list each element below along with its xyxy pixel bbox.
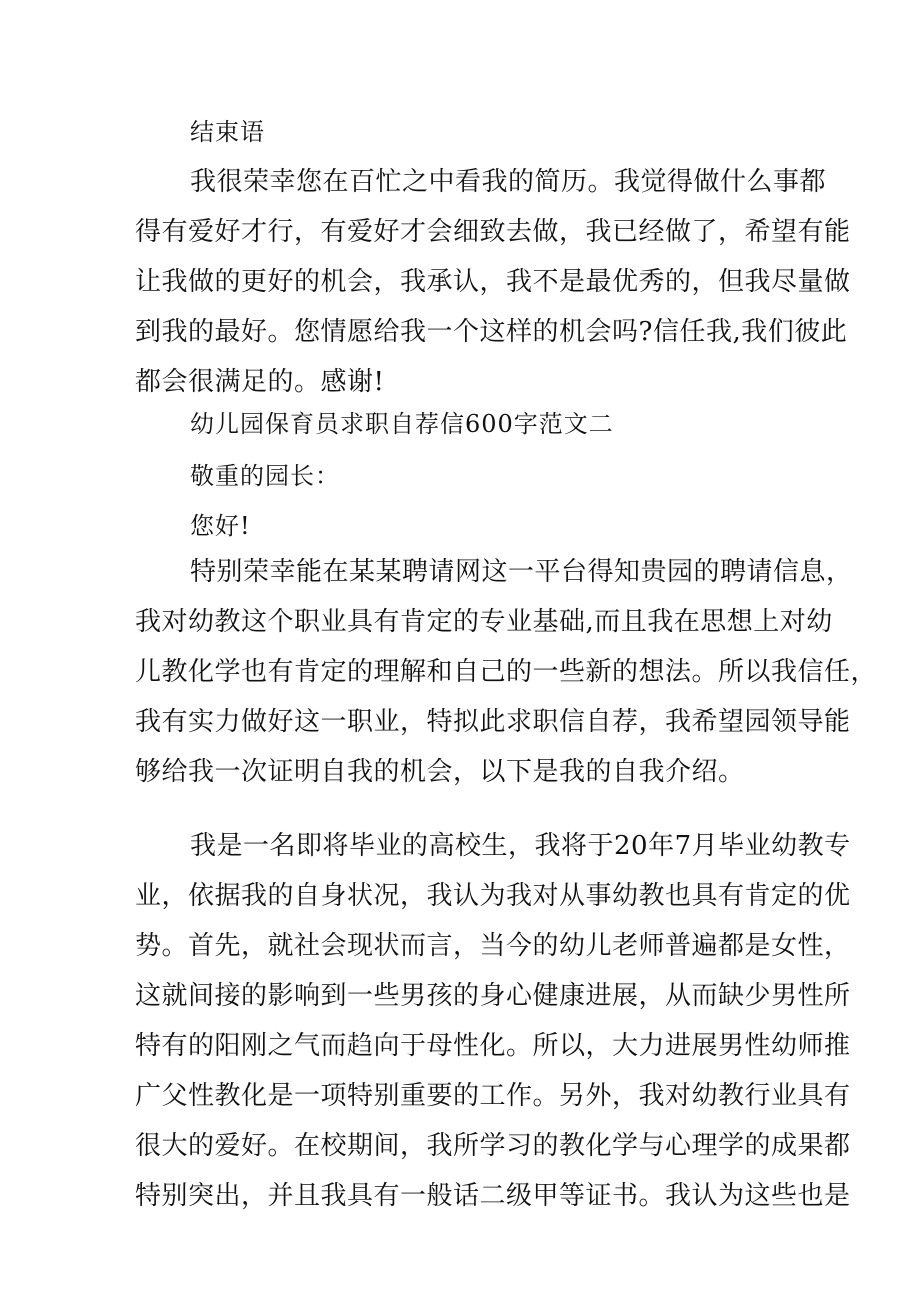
paragraph-line: 我有实力做好这一职业，特拟此求职信自荐，我希望园领导能 [135, 707, 851, 737]
paragraph-line: 势。首先，就社会现状而言，当今的幼儿老师普遍都是女性， [135, 931, 851, 961]
paragraph-line: 到我的最好。您情愿给我一个这样的机会吗?信任我,我们彼此 [135, 317, 848, 347]
paragraph-line: 够给我一次证明自我的机会，以下是我的自我介绍。 [135, 757, 745, 787]
paragraph-line: 广父性教化是一项特别重要的工作。另外，我对幼教行业具有 [135, 1081, 851, 1111]
salutation: 敬重的园长： [190, 462, 340, 490]
paragraph-line: 我很荣幸您在百忙之中看我的简历。我觉得做什么事都 [190, 167, 827, 197]
paragraph-line: 让我做的更好的机会，我承认，我不是最优秀的，但我尽量做 [135, 267, 851, 297]
paragraph-line: 特有的阳刚之气而趋向于母性化。所以，大力进展男性幼师推 [135, 1031, 851, 1061]
greeting: 您好! [190, 512, 251, 540]
paragraph-line: 都会很满足的。感谢! [135, 367, 385, 397]
paragraph-line: 我是一名即将毕业的高校生，我将于20年7月毕业幼教专 [190, 831, 851, 861]
paragraph-line: 特别荣幸能在某某聘请网这一平台得知贵园的聘请信息， [190, 557, 853, 587]
paragraph-line: 得有爱好才行，有爱好才会细致去做，我已经做了，希望有能 [135, 217, 851, 247]
closing-title: 结束语 [190, 118, 265, 146]
paragraph-line: 我对幼教这个职业具有肯定的专业基础,而且我在思想上对幼 [135, 607, 833, 637]
paragraph-line: 很大的爱好。在校期间，我所学习的教化学与心理学的成果都 [135, 1131, 851, 1161]
paragraph-line: 这就间接的影响到一些男孩的身心健康进展，从而缺少男性所 [135, 981, 851, 1011]
paragraph-line: 特别突出，并且我具有一般话二级甲等证书。我认为这些也是 [135, 1181, 851, 1211]
section-title: 幼儿园保育员求职自荐信600字范文二 [190, 410, 614, 438]
paragraph-line: 业，依据我的自身状况，我认为我对从事幼教也具有肯定的优 [135, 881, 851, 911]
paragraph-line: 儿教化学也有肯定的理解和自己的一些新的想法。所以我信任， [135, 657, 878, 687]
